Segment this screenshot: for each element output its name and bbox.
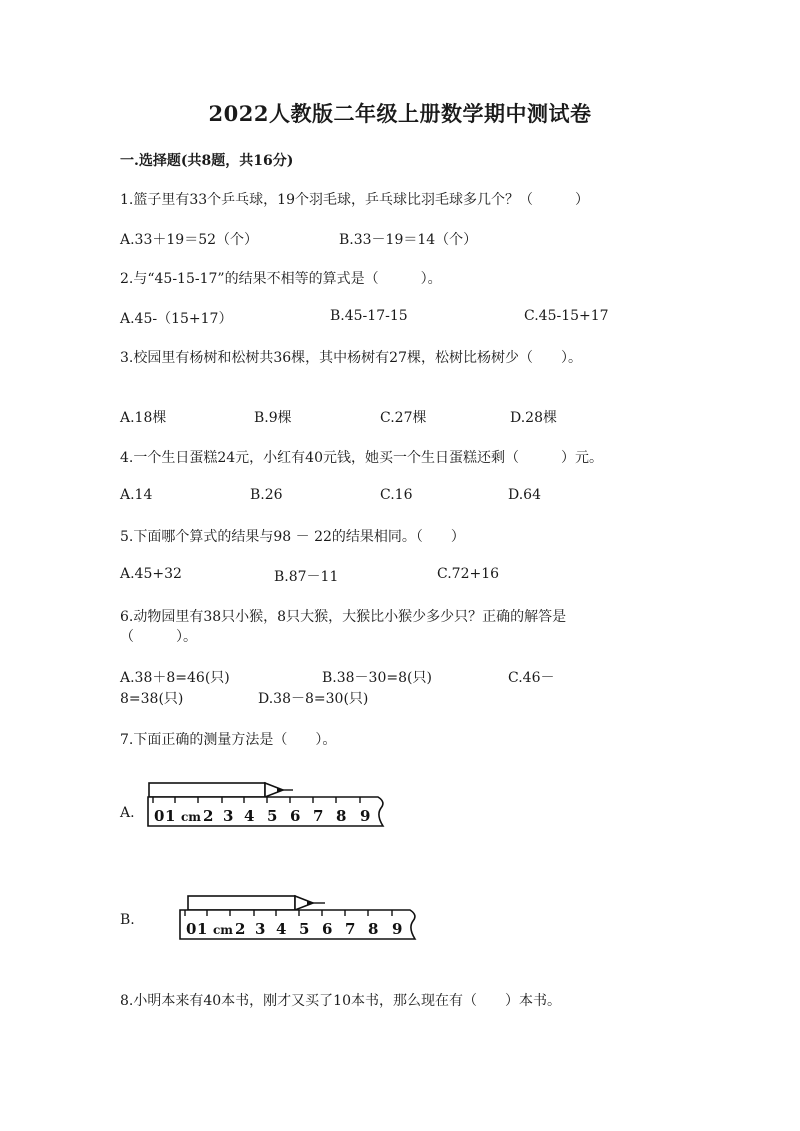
question-1-stem: 1.篮子里有33个乒乓球，19个羽毛球，乒乓球比羽毛球多几个？（ ） (120, 192, 589, 208)
question-2-option-c: C.45-15+17 (524, 308, 609, 324)
question-3-option-d: D.28棵 (510, 410, 557, 426)
question-4-option-c: C.16 (380, 487, 413, 503)
ruler-label-9: 9 (392, 920, 403, 938)
ruler-diagram-a (143, 780, 393, 835)
question-4-stem: 4.一个生日蛋糕24元，小红有40元钱，她买一个生日蛋糕还剩（ ）元。 (120, 450, 603, 466)
question-2-stem: 2.与“45-15-17”的结果不相等的算式是（ ）。 (120, 271, 442, 287)
ruler-label-cm: cm (213, 923, 234, 937)
pencil-icon (188, 896, 325, 910)
ruler-label-4: 4 (276, 920, 287, 938)
question-5-option-b: B.87－11 (274, 569, 339, 585)
ruler-label-0: 0 (154, 807, 165, 825)
question-6-option-b: B.38－30=8(只) (322, 670, 432, 686)
ruler-label-6: 6 (322, 920, 333, 938)
question-2-option-b: B.45-17-15 (330, 308, 408, 324)
ruler-label-0: 0 (186, 920, 197, 938)
ruler-label-8: 8 (336, 807, 347, 825)
ruler-diagram-b (175, 892, 425, 947)
ruler-label-3: 3 (255, 920, 266, 938)
question-3-option-c: C.27棵 (380, 410, 427, 426)
ruler-label-7: 7 (345, 920, 356, 938)
question-3-option-a: A.18棵 (120, 410, 167, 426)
question-3-stem: 3.校园里有杨树和松树共36棵，其中杨树有27棵，松树比杨树少（ ）。 (120, 350, 582, 366)
question-7-option-b: B. (120, 912, 135, 928)
ruler-label-1: 1 (197, 920, 208, 938)
ruler-label-7: 7 (313, 807, 324, 825)
ruler-label-3: 3 (223, 807, 234, 825)
ruler-label-2: 2 (235, 920, 246, 938)
question-4-option-d: D.64 (508, 487, 541, 503)
question-5-option-c: C.72+16 (437, 566, 500, 582)
ruler-label-5: 5 (267, 807, 278, 825)
question-5-option-a: A.45+32 (120, 566, 182, 582)
question-6-option-a: A.38＋8=46(只) (120, 670, 230, 686)
question-6-stem-line-2: （ ）。 (120, 629, 197, 645)
ruler-label-8: 8 (368, 920, 379, 938)
question-1-option-a: A.33＋19＝52（个） (120, 232, 259, 248)
question-1-option-b: B.33－19＝14（个） (339, 232, 478, 248)
page-title: 2022人教版二年级上册数学期中测试卷 (208, 101, 592, 126)
question-6-option-c-start: C.46－ (508, 670, 555, 686)
question-2-option-a: A.45-（15+17） (120, 311, 233, 327)
pencil-icon (149, 783, 293, 797)
section-heading: 一.选择题(共8题，共16分) (120, 153, 294, 169)
question-7-option-a: A. (120, 805, 135, 821)
question-5-stem: 5.下面哪个算式的结果与98 － 22的结果相同。（ ） (120, 529, 465, 545)
question-8-stem: 8.小明本来有40本书，刚才又买了10本书，那么现在有（ ）本书。 (120, 993, 561, 1009)
ruler-label-5: 5 (299, 920, 310, 938)
question-6-stem-line-1: 6.动物园里有38只小猴，8只大猴，大猴比小猴少多少只？正确的解答是 (120, 609, 567, 625)
ruler-label-4: 4 (244, 807, 255, 825)
ruler-label-9: 9 (360, 807, 371, 825)
ruler-label-1: 1 (165, 807, 176, 825)
question-4-option-b: B.26 (250, 487, 283, 503)
question-6-option-d: D.38－8=30(只) (258, 691, 369, 707)
question-3-option-b: B.9棵 (254, 410, 292, 426)
question-6-option-c-end: 8=38(只) (120, 691, 184, 707)
ruler-label-cm: cm (181, 810, 202, 824)
question-4-option-a: A.14 (120, 487, 153, 503)
ruler-label-2: 2 (203, 807, 214, 825)
ruler-label-6: 6 (290, 807, 301, 825)
question-7-stem: 7.下面正确的测量方法是（ ）。 (120, 732, 337, 748)
